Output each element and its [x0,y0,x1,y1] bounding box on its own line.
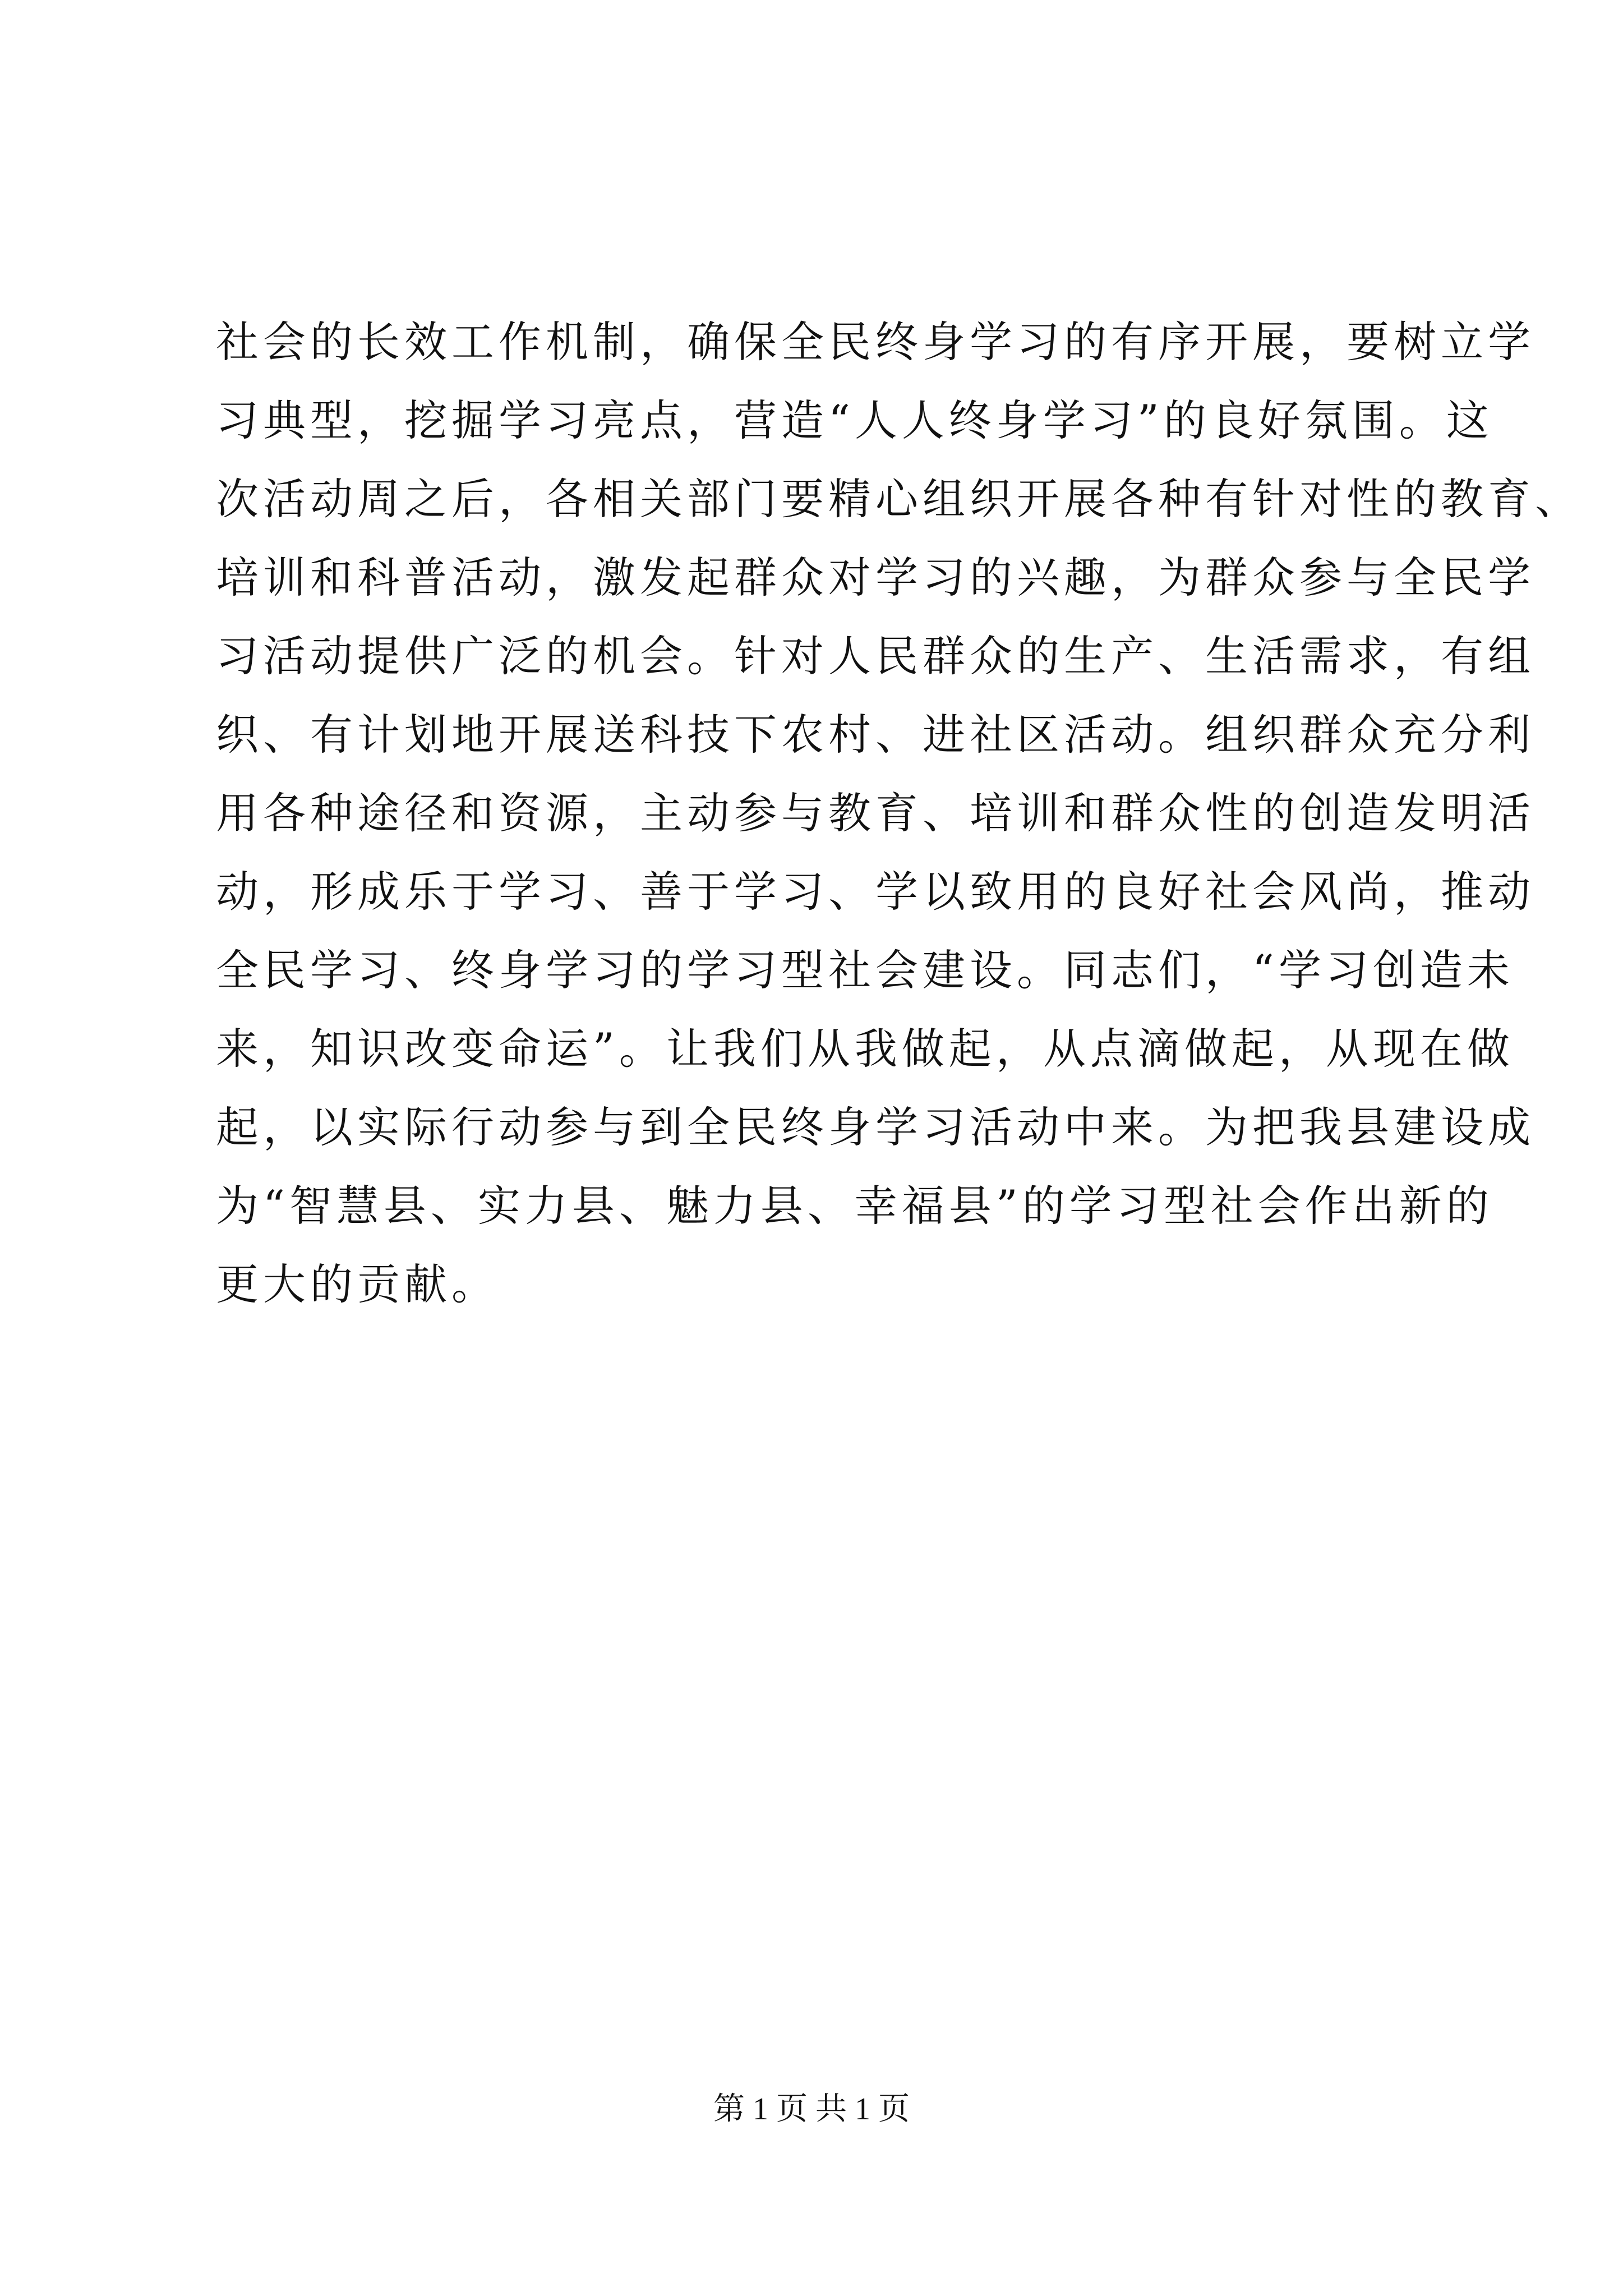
text-line: 更大的贡献。 [216,1259,499,1309]
text-line: 为“智慧县、实力县、魅力县、幸福县”的学习型社会作出新的 [216,1181,1493,1231]
text-line: 次活动周之后，各相关部门要精心组织开展各种有针对性的教育、 [216,474,1582,524]
text-line: 来，知识改变命运”。让我们从我做起，从点滴做起，从现在做 [216,1024,1514,1074]
text-line: 用各种途径和资源，主动参与教育、培训和群众性的创造发明活 [216,788,1535,838]
page-number-footer: 第 1 页 共 1 页 [713,2092,910,2127]
text-line: 习活动提供广泛的机会。针对人民群众的生产、生活需求，有组 [216,631,1535,681]
text-line: 织、有计划地开展送科技下农村、进社区活动。组织群众充分利 [216,710,1535,760]
text-line: 全民学习、终身学习的学习型社会建设。同志们，“学习创造未 [216,945,1514,995]
text-line: 动，形成乐于学习、善于学习、学以致用的良好社会风尚，推动 [216,867,1535,917]
text-line: 培训和科普活动，激发起群众对学习的兴趣，为群众参与全民学 [216,553,1535,602]
body-paragraph [216,303,1582,1324]
text-line: 社会的长效工作机制，确保全民终身学习的有序开展，要树立学 [216,317,1535,367]
text-line: 起，以实际行动参与到全民终身学习活动中来。为把我县建设成 [216,1102,1535,1152]
text-line: 习典型，挖掘学习亮点，营造“人人终身学习”的良好氛围。这 [216,395,1493,445]
